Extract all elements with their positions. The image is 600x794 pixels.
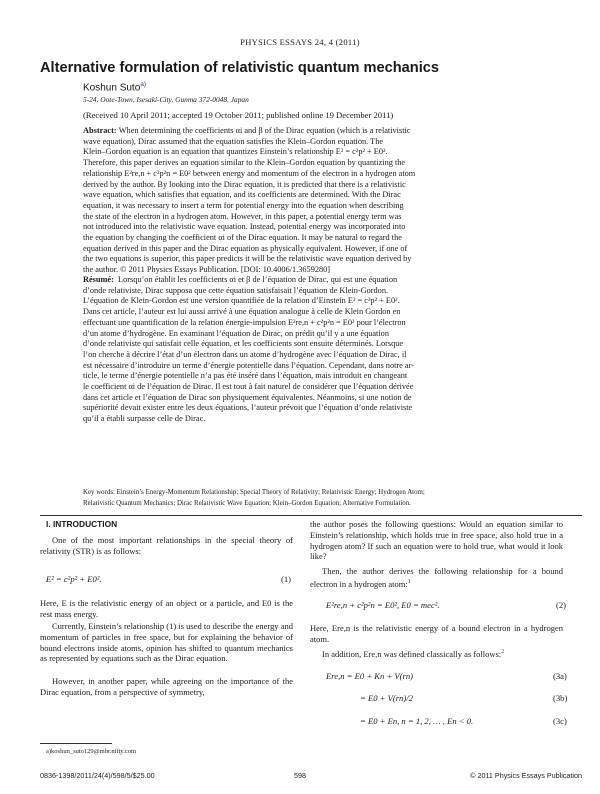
abstract-line: the state of the electron in a hydrogen atom. However, in this paper, a potential energy term was [83,211,402,221]
resume-line: supériorité devait exister entre les deux équations, l’auteur prévoit que l’équation d’onde relativiste [83,403,413,413]
abstract-line: wave equation), Dirac assumed that the equation satisfies the Klein–Gordon equation. The [83,136,384,146]
equation-3a: Ere,n = E0 + Kn + V(rn) [326,671,414,681]
resume [83,275,573,425]
abstract-line: equation derived in this paper and the Dirac equation as physically equivalent. However, if one of [83,243,408,253]
abstract-line: Therefore, this paper derives an equation similar to the Klein–Gordon equation by quantizing the [83,158,406,168]
footnote: a)koshun_suto129@mbr.nifty.com [46,748,137,755]
copyright: © 2011 Physics Essays Publication [470,771,582,780]
right-paragraph-3: Here, Ere,n is the relativistic energy of a bound electron in a hydrogen atom. [310,623,563,644]
resume-line: dans cet article et l’équation de Dirac son physiquement équivalentes. Néanmoins, si une notion de [83,392,412,402]
paper-title: Alternative formulation of relativistic quantum mechanics [40,60,439,76]
keywords-line: Key words: Einstein’s Energy-Momentum Relationship; Special Theory of Relativity; Relativistic Energy; Hydrogen Atom; [83,489,425,496]
equation-3a-number: (3a) [553,671,567,681]
resume-line: Dans cet article, l’auteur est lui aussi arrivé à une équation analogue à celle de Klein Gordon en [83,307,401,317]
resume-line: Résumé: Lorsqu’on établit les coefficients αi et β de l’équation de Dirac, qui est une équation [83,275,398,284]
equation-3b-number: (3b) [553,693,568,703]
journal-header: PHYSICS ESSAYS 24, 4 (2011) [240,37,360,47]
resume-line: d’onde relativiste, Dirac supposa que cette équation satisfaisait l’équation de Klein-Gordon. [83,285,389,295]
intro-paragraph-1: One of the most important relationships in the special theory of relativity (STR) is as follows: [40,535,293,556]
equation-3c: = E0 + En, n = 1, 2, … , En < 0. [360,716,474,726]
equation-1-number: (1) [281,574,292,584]
issn-code: 0836-1398/2011/24(4)/598/5/$25.00 [40,771,155,780]
abstract-line: wave equation, which satisfies that equation, and its coefficients are determined. With the Dirac [83,190,401,200]
author-footnote-marker[interactable]: a) [140,81,147,88]
resume-line: l’on cherche à décrire l’état d’un électron dans un atome d’hydrogène avec l’équation de Dirac, il [83,349,407,359]
abstract-line: derived by the author. By looking into the Dirac equation, it is predicted that there is a relativistic [83,179,406,189]
section-divider [40,515,582,516]
equation-2: E²re,n + c²p²n = E0², E0 = mec². [326,600,440,610]
abstract-line: Abstract: When determining the coefficients αi and β of the Dirac equation (which is a relativistic [83,126,411,135]
abstract-label: Abstract: [83,126,117,135]
resume-line: d’un atome d’hydrogène. En examinant l’équation de Dirac, on prédit qu’il y a une équation [83,328,389,338]
intro-paragraph-4: However, in another paper, while agreeing on the importance of the Dirac equation, from a perspective of symmetry, [40,676,293,697]
citation-2[interactable]: 2 [501,649,505,655]
equation-1: E² = c²p² + E0². [46,574,102,584]
equation-2-number: (2) [556,600,567,610]
resume-label: Résumé: [83,275,114,284]
abstract-line: not introduced into the relativistic wave equation. Instead, potential energy was incorporated into [83,222,406,232]
abstract-line: equation, it was necessary to insert a term for potential energy into the equation when describing [83,200,404,210]
abstract-line: the two equations is superior, this paper predicts it will be the relativistic wave equation derived by [83,254,412,264]
publication-dates: (Received 10 April 2011; accepted 19 October 2011; published online 19 December 2011) [83,110,394,120]
abstract-line: Klein–Gordon equation is an equation that quantizes Einstein’s relationship E² = c²p² + E0². [83,147,388,157]
abstract [83,126,573,276]
author [83,81,146,93]
abstract-line: the equation by changing the coefficient αi of the Dirac equation. It may be natural to regard the [83,233,402,243]
right-paragraph-2: Then, the author derives the following relationship for a bound electron in a hydrogen atom:$^1$ [310,566,563,589]
resume-line: effectuant une quantification de la relation énergie-impulsion E²re,n + c²p²n = E0² pour l’électron [83,317,406,327]
right-paragraph-4: In addition, Ere,n was defined classically as follows:$^2$ [322,648,505,659]
resume-line: est nécessaire d’introduire un terme d’énergie potentielle dans l’équation. Cependant, dans notre ar- [83,360,414,370]
citation-1[interactable]: 1 [407,578,411,585]
intro-paragraph-2: Here, E is the relativistic energy of an object or a particle, and E0 is the rest mass energy. [40,598,293,619]
abstract-line: relationship E²re,n + c²p²n = E0² between energy and momentum of the electron in a hydrogen atom [83,168,416,178]
right-paragraph-1: the author poses the following questions: Would an equation similar to Einstein’s relationship, which holds true in free space, also hold true in a hydrogen atom? If such an equation were to hold true, what would it look like? [310,519,563,562]
resume-last-line: qu’il a établi surpasse celle de Dirac. [83,414,206,424]
resume-line: L’équation de Klein-Gordon est une version quantifiée de la relation d’Einstein E² = c²p² + E0². [83,296,400,306]
equation-3b: = E0 + V(rn)/2 [360,693,413,703]
resume-line: le coefficient αi de l’équation de Dirac. Il est tout à fait naturel de considérer que l’équation dérivée [83,382,414,392]
intro-paragraph-3: Currently, Einstein’s relationship (1) is used to describe the energy and momentum of particles in free space, but for explaining the behavior of bound electrons inside atoms, opinion has shifted to quantum mechanics as represented by equations such as the Dirac equation. [40,621,293,664]
author-name: Koshun Suto [83,82,141,94]
keywords-line: Relativistic Quantum Mechanics; Dirac Relativistic Wave Equation; Klein–Gordon Equation; Alternative Formulation. [83,499,411,507]
section-heading: I. INTRODUCTION [46,519,118,529]
equation-3c-number: (3c) [553,716,567,726]
page-number: 598 [294,771,306,780]
footnote-rule [40,743,112,744]
abstract-last-line: the author. © 2011 Physics Essays Publication. [DOI: 10.4006/1.3659280] [83,265,331,275]
resume-line: ticle, le terme d’énergie potentielle n’a pas été inséré dans l’équation, mais introduit en changeant [83,371,408,381]
affiliation: 5-24, Oote-Town, Isesaki-City, Gunma 372-0048, Japan [83,95,249,104]
keywords [83,488,573,509]
resume-line: d’onde relativiste qui satisfait celle équation, et les coefficients sont ensuite déterminés. Lorsque [83,339,404,349]
